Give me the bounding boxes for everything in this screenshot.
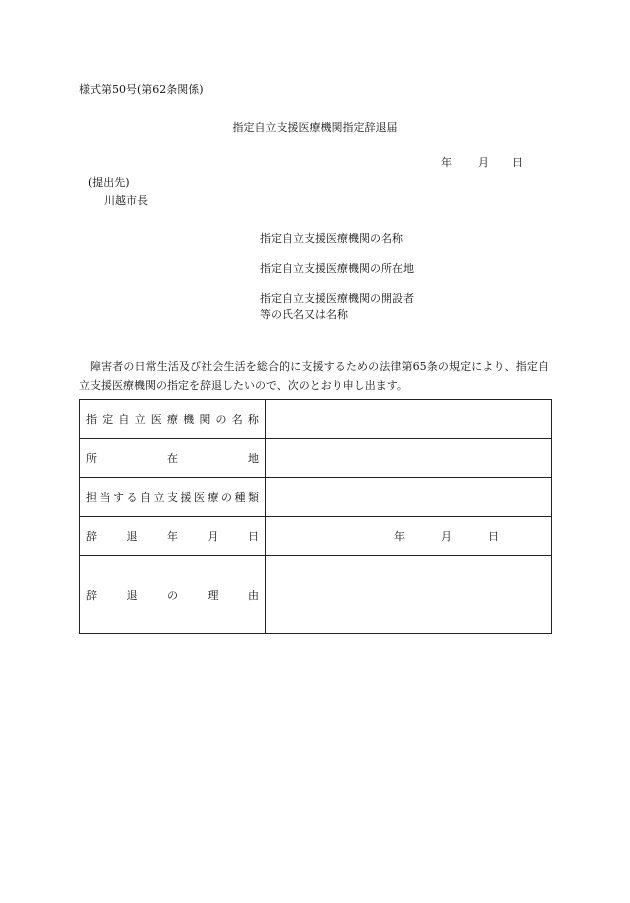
withdrawal-form-table — [79, 399, 552, 634]
label-char: 月 — [207, 530, 219, 543]
applicant-representative-label-line2: 等の氏名又は名称 — [260, 308, 348, 321]
spread-label — [86, 411, 259, 427]
label-char: 支 — [167, 491, 178, 504]
label-char: 理 — [207, 588, 219, 602]
spread-label — [86, 587, 259, 603]
label-char: 立 — [134, 413, 146, 426]
label-char: 機 — [183, 413, 195, 426]
row-institution-name — [80, 400, 552, 439]
label-char: 在 — [167, 452, 178, 465]
submission-date-day: 日 — [512, 156, 523, 169]
label-char: 当 — [99, 491, 111, 504]
label-char: 地 — [248, 452, 259, 465]
label-char: 日 — [248, 530, 259, 543]
withdrawal-date-day: 日 — [488, 530, 499, 543]
label-char: 退 — [126, 530, 138, 543]
label-address — [80, 439, 266, 478]
label-char: 関 — [199, 413, 211, 426]
label-char: 由 — [248, 588, 259, 602]
label-char: の — [221, 491, 232, 504]
label-char: 援 — [180, 491, 192, 504]
row-withdrawal-date — [80, 517, 552, 556]
label-withdrawal-date — [80, 517, 266, 556]
field-medical-type[interactable] — [266, 478, 552, 517]
label-char: 定 — [102, 413, 114, 426]
label-char: 退 — [126, 588, 138, 602]
form-number: 様式第50号(第62条関係) — [79, 83, 204, 96]
withdrawal-date-month: 月 — [441, 530, 452, 543]
label-char: 指 — [86, 413, 97, 426]
label-char: 類 — [248, 491, 259, 504]
label-char: 自 — [118, 413, 130, 426]
field-address[interactable] — [266, 439, 552, 478]
label-char: 療 — [207, 491, 219, 504]
label-char: 医 — [194, 491, 205, 504]
label-char: の — [167, 588, 178, 602]
label-char: 所 — [86, 452, 97, 465]
row-withdrawal-reason — [80, 556, 552, 634]
label-char: す — [113, 491, 124, 504]
field-withdrawal-date[interactable] — [266, 517, 552, 556]
row-medical-type — [80, 478, 552, 517]
row-address — [80, 439, 552, 478]
label-medical-type — [80, 478, 266, 517]
label-char: 自 — [140, 491, 151, 504]
label-char: 担 — [86, 491, 97, 504]
label-char: 医 — [150, 413, 162, 426]
label-char: の — [215, 413, 227, 426]
withdrawal-date-year: 年 — [394, 530, 405, 543]
addressee-name: 川越市長 — [104, 194, 148, 207]
applicant-institution-address-label: 指定自立支援医療機関の所在地 — [260, 262, 414, 275]
label-char: る — [126, 491, 138, 504]
document-title: 指定自立支援医療機関指定辞退届 — [232, 121, 398, 134]
label-char: 年 — [167, 530, 178, 543]
label-institution-name — [80, 400, 266, 439]
label-withdrawal-reason — [80, 556, 266, 634]
label-char: 立 — [153, 491, 165, 504]
spread-label — [86, 489, 259, 505]
declaration-text: 障害者の日常生活及び社会生活を総合的に支援するための法律第65条の規定により、指定自立支援医療機関の指定を辞退したいので、次のとおり申し出ます。 — [79, 360, 549, 392]
submission-date-year: 年 — [441, 156, 452, 169]
applicant-representative-label-line1: 指定自立支援医療機関の開設者 — [260, 292, 414, 305]
label-char: 称 — [247, 413, 259, 426]
applicant-institution-name-label: 指定自立支援医療機関の名称 — [260, 232, 403, 245]
label-char: 辞 — [86, 588, 97, 602]
field-institution-name[interactable] — [266, 400, 552, 439]
label-char: 療 — [166, 413, 178, 426]
label-char: 種 — [234, 491, 246, 504]
addressee-label: (提出先) — [88, 176, 130, 189]
label-char: 名 — [231, 413, 243, 426]
spread-label — [86, 450, 259, 466]
submission-date-month: 月 — [478, 156, 489, 169]
label-char: 辞 — [86, 530, 97, 543]
spread-label — [86, 528, 259, 544]
field-withdrawal-reason[interactable] — [266, 556, 552, 634]
